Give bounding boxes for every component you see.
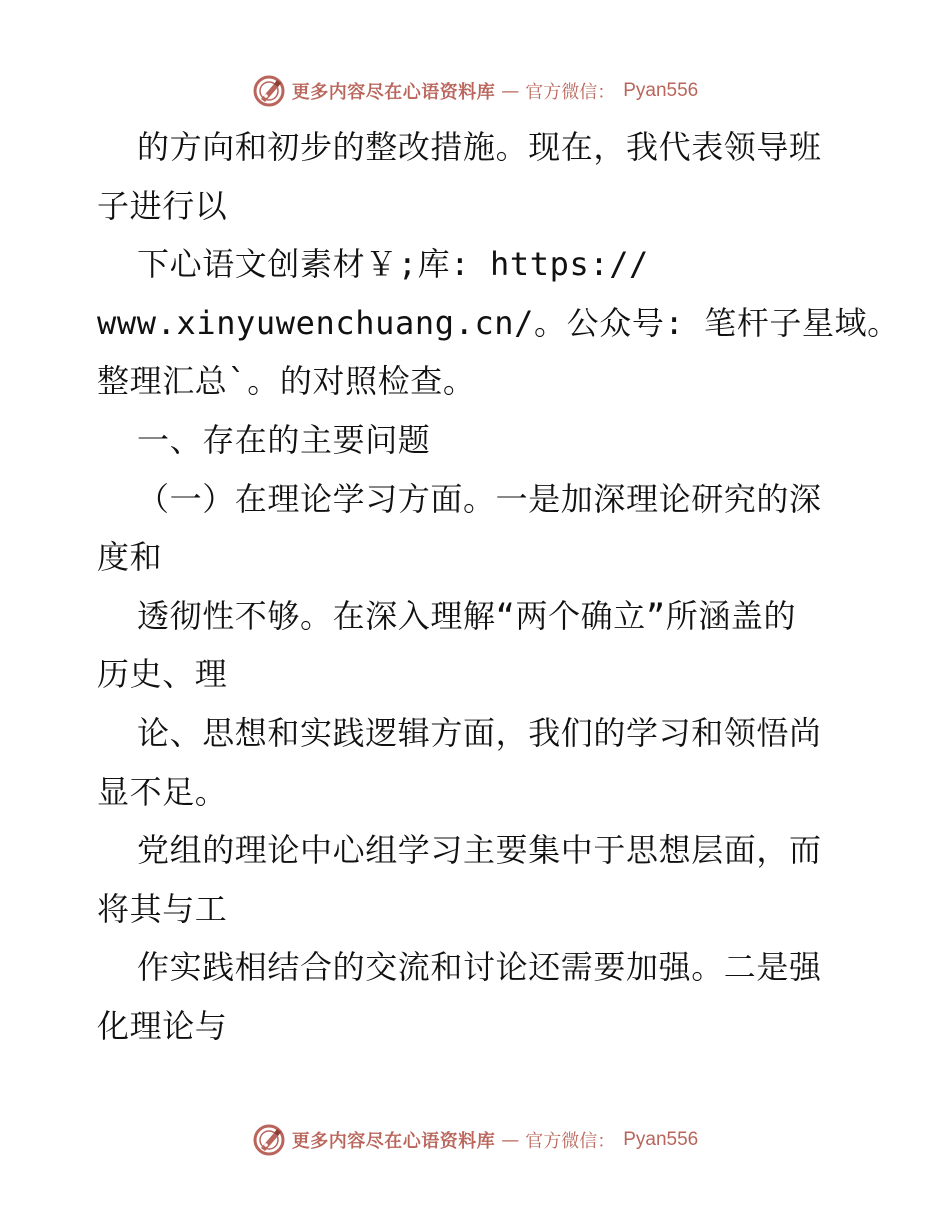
text-line: 显不足。 xyxy=(97,772,228,811)
footer-brand-text: 更多内容尽在心语资料库 xyxy=(291,1131,496,1152)
text-line: 化理论与 xyxy=(97,1006,228,1045)
text-line: 历史、理 xyxy=(97,655,228,694)
text-line: 将其与工 xyxy=(97,889,228,928)
text-line: 子进行以 xyxy=(97,186,228,225)
text-line: 的方向和初步的整改措施。现在，我代表领导班 xyxy=(137,128,822,166)
text-line: 论、思想和实践逻辑方面，我们的学习和领悟尚 xyxy=(137,713,822,752)
text-line: 下心语文创素材￥;库: https:// xyxy=(137,245,649,284)
footer-banner xyxy=(0,1120,950,1160)
footer-wechat-id: Pyan556 xyxy=(623,1129,699,1150)
header-brand-text: 更多内容尽在心语资料库 xyxy=(291,82,496,103)
header-dash: — xyxy=(501,80,520,102)
text-line: （一）在理论学习方面。一是加深理论研究的深 xyxy=(137,479,822,518)
document-body xyxy=(97,118,900,1056)
header-banner xyxy=(0,71,950,111)
pen-logo-icon xyxy=(252,74,286,108)
text-line: www.xinyuwenchuang.cn/。公众号: 笔杆子星域。 xyxy=(97,303,900,342)
text-line: 整理汇总`。的对照检查。 xyxy=(97,362,476,401)
text-line: 透彻性不够。在深入理解“两个确立”所涵盖的 xyxy=(137,596,797,635)
text-line: 一、存在的主要问题 xyxy=(137,420,431,459)
header-wechat-label: 官方微信： xyxy=(525,82,616,103)
text-line: 作实践相结合的交流和讨论还需要加强。二是强 xyxy=(137,948,822,987)
footer-wechat-label: 官方微信： xyxy=(525,1131,616,1152)
header-wechat-id: Pyan556 xyxy=(623,80,699,101)
text-line: 党组的理论中心组学习主要集中于思想层面，而 xyxy=(137,831,822,870)
pen-logo-icon xyxy=(252,1123,286,1157)
text-line: 度和 xyxy=(97,538,163,577)
footer-dash: — xyxy=(501,1129,520,1151)
